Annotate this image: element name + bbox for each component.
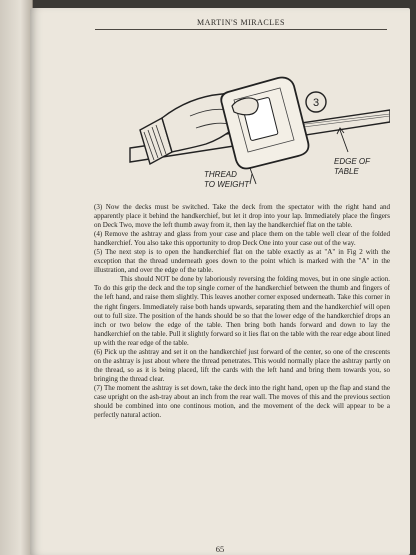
label-edge-line2: TABLE — [334, 167, 359, 176]
illustration-figure-3 — [100, 34, 390, 196]
paragraph-step-4: (4) Remove the ashtray and glass from your case and place them on the table well clear of the folded handkerchief. You also take this opportunity to drop Deck One into your case out of the way. — [94, 230, 390, 248]
paragraph-step-5-detail: This should NOT be done by laboriously reversing the folding moves, but in one single action. To do this grip the deck and the top single corner of the handkerchief between the thumb and fingers of the left hand, and raise them slightly. This leaves another corner exposed underneath. Take this corner in the right fingers. Immediately raise both hands upwards, separating them and the handkerchief will open out to full size. The position of the hands should be so that the lower edge of the handkerchief drops an inch or two below the edge of the table. Then bring both hands forward and down to lay the handkerchief on the table. Pull it slightly forward so it lies flat on the table with the rear edge about lined up with the rear edge of the table. — [94, 275, 390, 347]
label-thread-line2: TO WEIGHT — [204, 180, 250, 189]
facing-page-edge — [0, 0, 33, 555]
hand-holding-deck-illustration — [100, 34, 390, 196]
label-thread-line1: THREAD — [204, 170, 237, 179]
page-number: 65 — [215, 544, 225, 554]
thread-line — [250, 168, 256, 184]
edge-pointer-arrow — [340, 130, 348, 152]
paragraph-step-3: (3) Now the decks must be switched. Take the deck from the spectator with the right hand and apparently place it behind the handkerchief, but let it drop into your lap. Immediately place the fingers on Deck Two, move the left thumb away from it, then lay the handkerchief flat on the table. — [94, 203, 390, 230]
figure-number: 3 — [312, 97, 320, 109]
body-text — [94, 203, 390, 420]
running-header: MARTIN'S MIRACLES — [197, 18, 285, 27]
paragraph-step-6: (6) Pick up the ashtray and set it on the handkerchief just forward of the center, so one of the crescents on the ashtray is just about where the thread penetrates. This would normally place the ashtray partly on the thread, so as it is being placed, lift the cards with the left hand and bring them towards you, so bringing the thread clear. — [94, 347, 390, 383]
book-page — [30, 8, 410, 555]
label-edge-line1: EDGE OF — [334, 157, 371, 166]
header-rule — [95, 29, 387, 30]
paragraph-step-7: (7) The moment the ashtray is set down, take the deck into the right hand, open up the flap and stand the case upright on the ash-tray about an inch from the rear wall. The moves of this and the previous section should be combined into one continous motion, and the movement of the deck will appear to be a perfectly natural action. — [94, 383, 390, 420]
paragraph-step-5: (5) The next step is to open the handkerchief flat on the table exactly as at "A" in Fig 2 with the exception that the thread underneath goes down to the point which is marked with the "A" in the illustration, and over the edge of the table. — [94, 248, 390, 275]
